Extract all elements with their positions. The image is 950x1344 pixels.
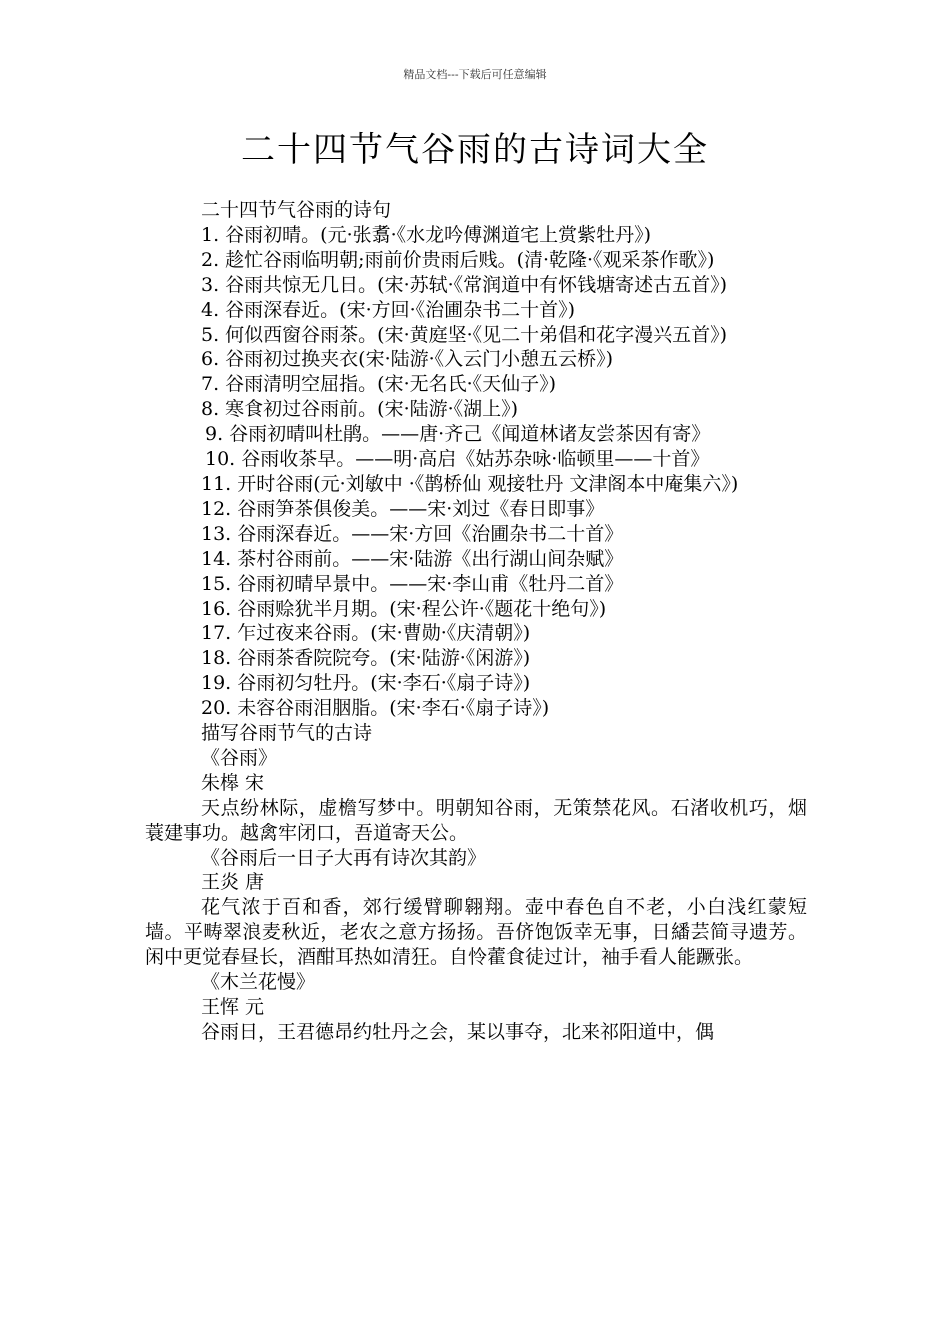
list-item: 14. 茶村谷雨前。——宋·陆游《出行湖山间杂赋》 [201, 547, 624, 570]
poem-author: 王炎 唐 [201, 871, 265, 894]
list-item: 20. 未容谷雨泪胭脂。(宋·李石·《扇子诗》) [201, 697, 550, 720]
list-item: 1. 谷雨初晴。(元·张翥·《水龙吟傅渊道宅上赏紫牡丹》) [201, 223, 652, 246]
list-item: 19. 谷雨初匀牡丹。(宋·李石·《扇子诗》) [201, 672, 531, 695]
list-item: 9. 谷雨初晴叫杜鹃。——唐·齐己《闻道林诸友尝茶因有寄》 [205, 423, 711, 446]
list-item: 12. 谷雨笋茶俱俊美。——宋·刘过《春日即事》 [201, 497, 605, 520]
section-heading: 描写谷雨节气的古诗 [201, 722, 373, 745]
poem-text: 谷雨日，王君德昂约牡丹之会，某以事夺，北来祁阳道中，偶 [201, 1020, 715, 1043]
list-item: 18. 谷雨茶香院院夸。(宋·陆游·《闲游》) [201, 647, 531, 670]
list-item: 5. 何似西窗谷雨茶。(宋·黄庭坚·《见二十弟倡和花字漫兴五首》) [201, 323, 728, 346]
list-item: 7. 谷雨清明空屈指。(宋·无名氏·《天仙子》) [201, 373, 557, 396]
page-header: 精品文档---下载后可任意编辑 [403, 68, 547, 81]
list-item: 13. 谷雨深春近。——宋·方回《治圃杂书二十首》 [201, 522, 624, 545]
poem-title: 《木兰花慢》 [201, 971, 316, 994]
list-item: 16. 谷雨赊犹半月期。(宋·程公许·《题花十绝句》) [201, 597, 607, 620]
list-item: 8. 寒食初过谷雨前。(宋·陆游·《湖上》) [201, 398, 519, 421]
poem-text: 天点纷林际，虚檐写梦中。明朝知谷雨，无策禁花风。石渚收机巧，烟蓑建事功。越禽牢闭口，吾道寄天公。 [145, 796, 807, 844]
list-item: 17. 乍过夜来谷雨。(宋·曹勋·《庆清朝》) [201, 622, 531, 645]
poem-author: 朱槔 宋 [201, 771, 265, 794]
poem-title: 《谷雨后一日子大再有诗次其韵》 [201, 846, 487, 869]
list-item: 4. 谷雨深春近。(宋·方回·《治圃杂书二十首》) [201, 298, 576, 321]
list-item: 11. 开时谷雨(元·刘敏中 ·《鹊桥仙 观接牡丹 文津阁本中庵集六》) [201, 472, 739, 495]
section-heading: 二十四节气谷雨的诗句 [201, 199, 392, 221]
list-item: 15. 谷雨初晴早景中。——宋·李山甫《牡丹二首》 [201, 572, 624, 595]
page-title: 二十四节气谷雨的古诗词大全 [241, 130, 709, 170]
document-body [145, 198, 807, 1045]
poem-title: 《谷雨》 [201, 746, 278, 769]
poem-text: 花气浓于百和香，郊行缓臂聊翱翔。壶中春色自不老，小白浅红蒙短墙。平畴翠浪麦秋近，老农之意方扬扬。吾侪饱饭幸无事，日繙芸简寻遗芳。闲中更觉春昼长，酒酣耳热如清狂。自怜藿食徒过计，袖手看人能蹶张。 [145, 896, 807, 969]
poem-author: 王恽 元 [201, 996, 265, 1018]
list-item: 10. 谷雨收茶早。——明·高启《姑苏杂咏·临顿里——十首》 [205, 448, 710, 471]
list-item: 3. 谷雨共惊无几日。(宋·苏轼·《常润道中有怀钱塘寄述古五首》) [201, 273, 728, 296]
list-item: 6. 谷雨初过换夹衣(宋·陆游·《入云门小憩五云桥》) [201, 348, 614, 371]
list-item: 2. 趁忙谷雨临明朝;雨前价贵雨后贱。(清·乾隆·《观采茶作歌》) [201, 248, 715, 271]
